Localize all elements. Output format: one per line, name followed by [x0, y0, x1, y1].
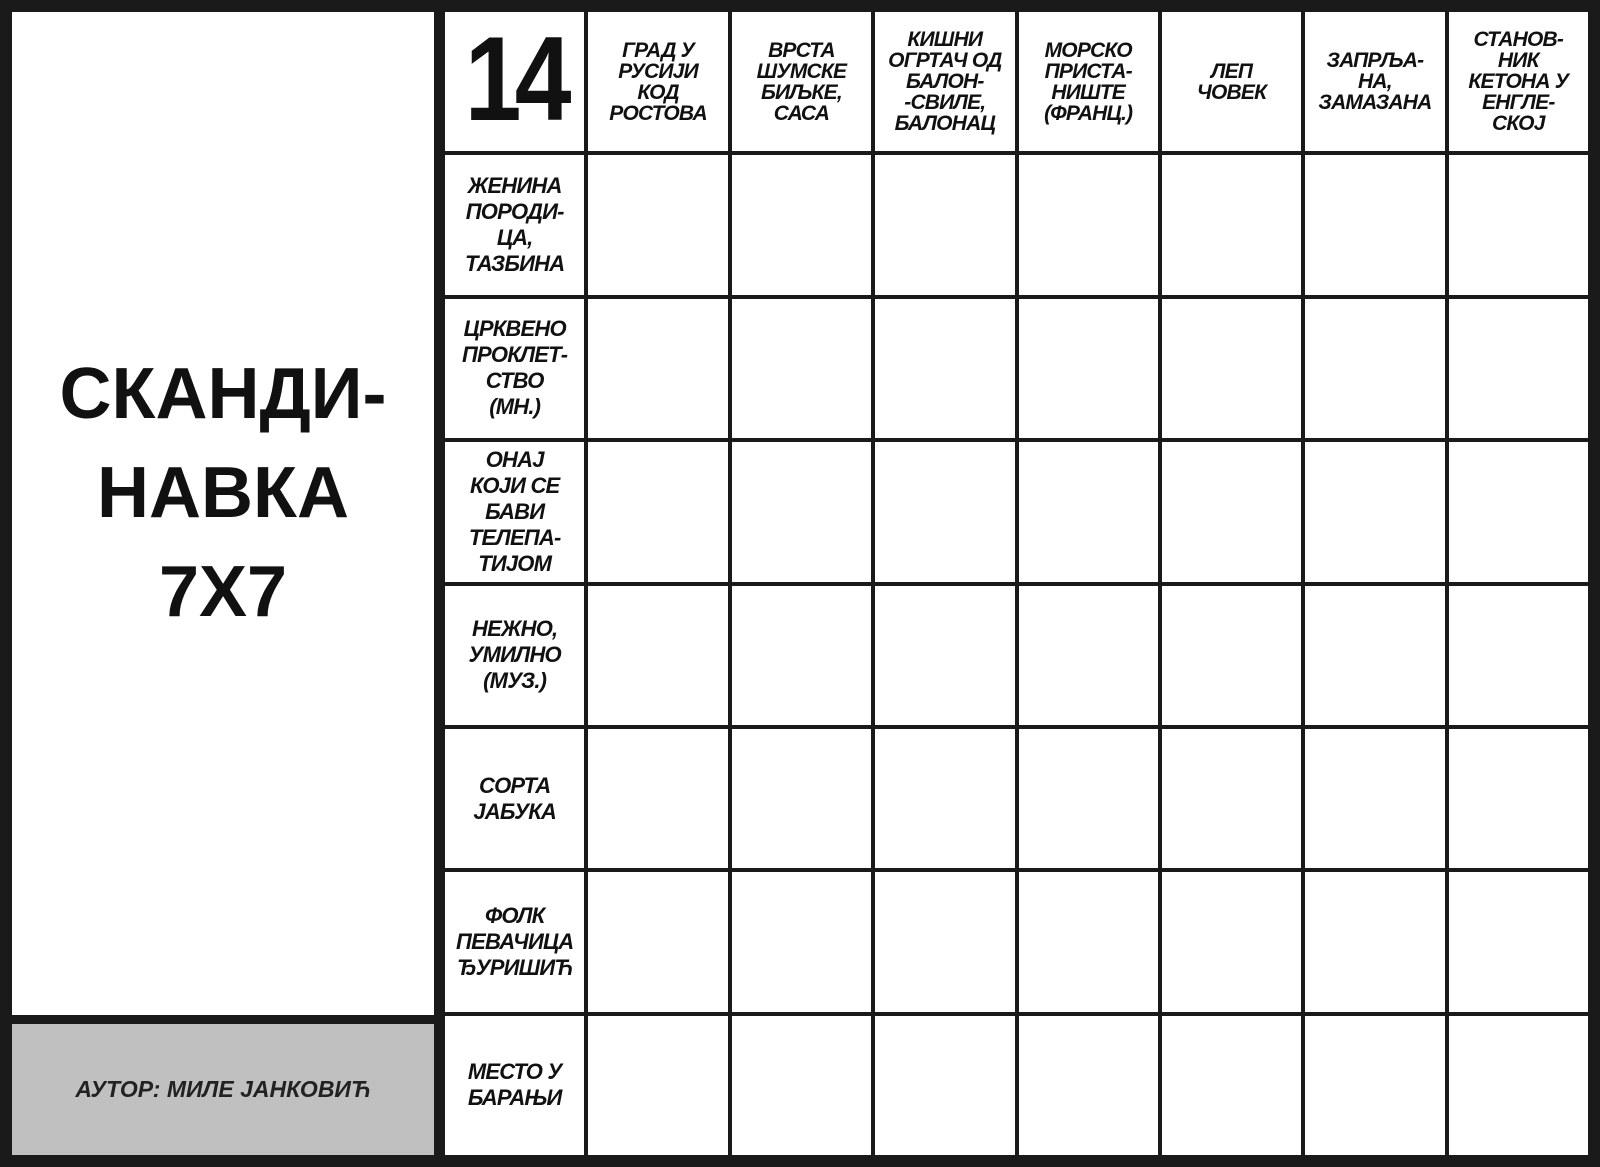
- row-clue-text: ФОЛК ПЕВАЧИЦА ЂУРИШИЋ: [456, 902, 574, 980]
- row-clue-cell: [445, 299, 584, 438]
- title-line: НАВКА: [97, 453, 349, 533]
- answer-cell[interactable]: [588, 729, 727, 868]
- row-clue-cell: [445, 1016, 584, 1155]
- answer-cell[interactable]: [1305, 729, 1444, 868]
- answer-cell[interactable]: [875, 586, 1014, 725]
- answer-cell[interactable]: [1449, 155, 1588, 294]
- answer-cell[interactable]: [732, 872, 871, 1011]
- row-clue-cell: [445, 729, 584, 868]
- answer-cell[interactable]: [1019, 729, 1158, 868]
- answer-cell[interactable]: [588, 442, 727, 581]
- answer-cell[interactable]: [588, 299, 727, 438]
- answer-cell[interactable]: [875, 872, 1014, 1011]
- author-credit: АУТОР: МИЛЕ ЈАНКОВИЋ: [75, 1076, 371, 1102]
- puzzle-number-cell: [445, 12, 584, 151]
- title-line: 7Х7: [158, 552, 288, 632]
- row-clue-text: СОРТА ЈАБУКА: [473, 772, 557, 824]
- column-clue-text: ЛЕП ЧОВЕК: [1196, 59, 1267, 104]
- puzzle-title: [60, 345, 387, 642]
- column-clue-cell: [1162, 12, 1301, 151]
- crossword-grid: [443, 10, 1590, 1157]
- answer-cell[interactable]: [875, 299, 1014, 438]
- answer-cell[interactable]: [588, 1016, 727, 1155]
- answer-cell[interactable]: [588, 872, 727, 1011]
- answer-cell[interactable]: [875, 1016, 1014, 1155]
- answer-cell[interactable]: [732, 1016, 871, 1155]
- answer-cell[interactable]: [1305, 872, 1444, 1011]
- column-clue-text: КИШНИ ОГРТАЧ ОД БАЛОН- -СВИЛЕ, БАЛОНАЦ: [888, 28, 1002, 136]
- answer-cell[interactable]: [1449, 442, 1588, 581]
- answer-cell[interactable]: [1019, 586, 1158, 725]
- answer-cell[interactable]: [1449, 729, 1588, 868]
- answer-cell[interactable]: [588, 155, 727, 294]
- answer-cell[interactable]: [732, 442, 871, 581]
- row-clue-text: НЕЖНО, УМИЛНО (МУЗ.): [468, 616, 561, 694]
- author-panel: [12, 1024, 434, 1155]
- column-clue-text: ГРАД У РУСИЈИ КОД РОСТОВА: [609, 38, 707, 125]
- answer-cell[interactable]: [1305, 1016, 1444, 1155]
- row-clue-text: ЖЕНИНА ПОРОДИ- ЦА, ТАЗБИНА: [465, 173, 565, 277]
- column-clue-text: СТАНОВ- НИК КЕТОНА У ЕНГЛЕ- СКОЈ: [1468, 28, 1569, 136]
- row-clue-cell: [445, 586, 584, 725]
- answer-cell[interactable]: [875, 729, 1014, 868]
- column-clue-text: ВРСТА ШУМСКЕ БИЉКЕ, САСА: [756, 38, 847, 125]
- answer-cell[interactable]: [1305, 586, 1444, 725]
- answer-cell[interactable]: [875, 442, 1014, 581]
- column-clue-cell: [732, 12, 871, 151]
- answer-cell[interactable]: [1162, 1016, 1301, 1155]
- answer-cell[interactable]: [1449, 872, 1588, 1011]
- answer-cell[interactable]: [1162, 586, 1301, 725]
- answer-cell[interactable]: [1449, 299, 1588, 438]
- row-clue-cell: [445, 442, 584, 581]
- answer-cell[interactable]: [732, 586, 871, 725]
- column-clue-cell: [588, 12, 727, 151]
- answer-cell[interactable]: [875, 155, 1014, 294]
- answer-cell[interactable]: [1305, 299, 1444, 438]
- row-clue-text: МЕСТО У БАРАЊИ: [467, 1059, 562, 1111]
- answer-cell[interactable]: [732, 155, 871, 294]
- column-clue-text: ЗАПРЉА- НА, ЗАМАЗАНА: [1318, 49, 1432, 115]
- puzzle-number: 14: [464, 11, 565, 146]
- title-line: СКАНДИ-: [59, 354, 387, 434]
- answer-cell[interactable]: [1162, 442, 1301, 581]
- answer-cell[interactable]: [1449, 1016, 1588, 1155]
- title-panel: [12, 12, 434, 1015]
- answer-cell[interactable]: [1162, 299, 1301, 438]
- answer-cell[interactable]: [1162, 729, 1301, 868]
- answer-cell[interactable]: [1019, 299, 1158, 438]
- answer-cell[interactable]: [1019, 872, 1158, 1011]
- answer-cell[interactable]: [1162, 155, 1301, 294]
- row-clue-text: ЦРКВЕНО ПРОКЛЕТ- СТВО (МН.): [462, 316, 568, 420]
- answer-cell[interactable]: [588, 586, 727, 725]
- answer-cell[interactable]: [1162, 872, 1301, 1011]
- column-clue-cell: [875, 12, 1014, 151]
- answer-cell[interactable]: [1449, 586, 1588, 725]
- answer-cell[interactable]: [732, 729, 871, 868]
- column-clue-text: МОРСКО ПРИСТА- НИШТЕ (ФРАНЦ.): [1044, 38, 1133, 125]
- answer-cell[interactable]: [1305, 155, 1444, 294]
- answer-cell[interactable]: [1305, 442, 1444, 581]
- column-clue-cell: [1449, 12, 1588, 151]
- row-clue-cell: [445, 872, 584, 1011]
- row-clue-cell: [445, 155, 584, 294]
- column-clue-cell: [1305, 12, 1444, 151]
- answer-cell[interactable]: [1019, 442, 1158, 581]
- answer-cell[interactable]: [732, 299, 871, 438]
- row-clue-text: ОНАЈ КОЈИ СЕ БАВИ ТЕЛЕПА- ТИЈОМ: [468, 446, 561, 576]
- answer-cell[interactable]: [1019, 1016, 1158, 1155]
- column-clue-cell: [1019, 12, 1158, 151]
- answer-cell[interactable]: [1019, 155, 1158, 294]
